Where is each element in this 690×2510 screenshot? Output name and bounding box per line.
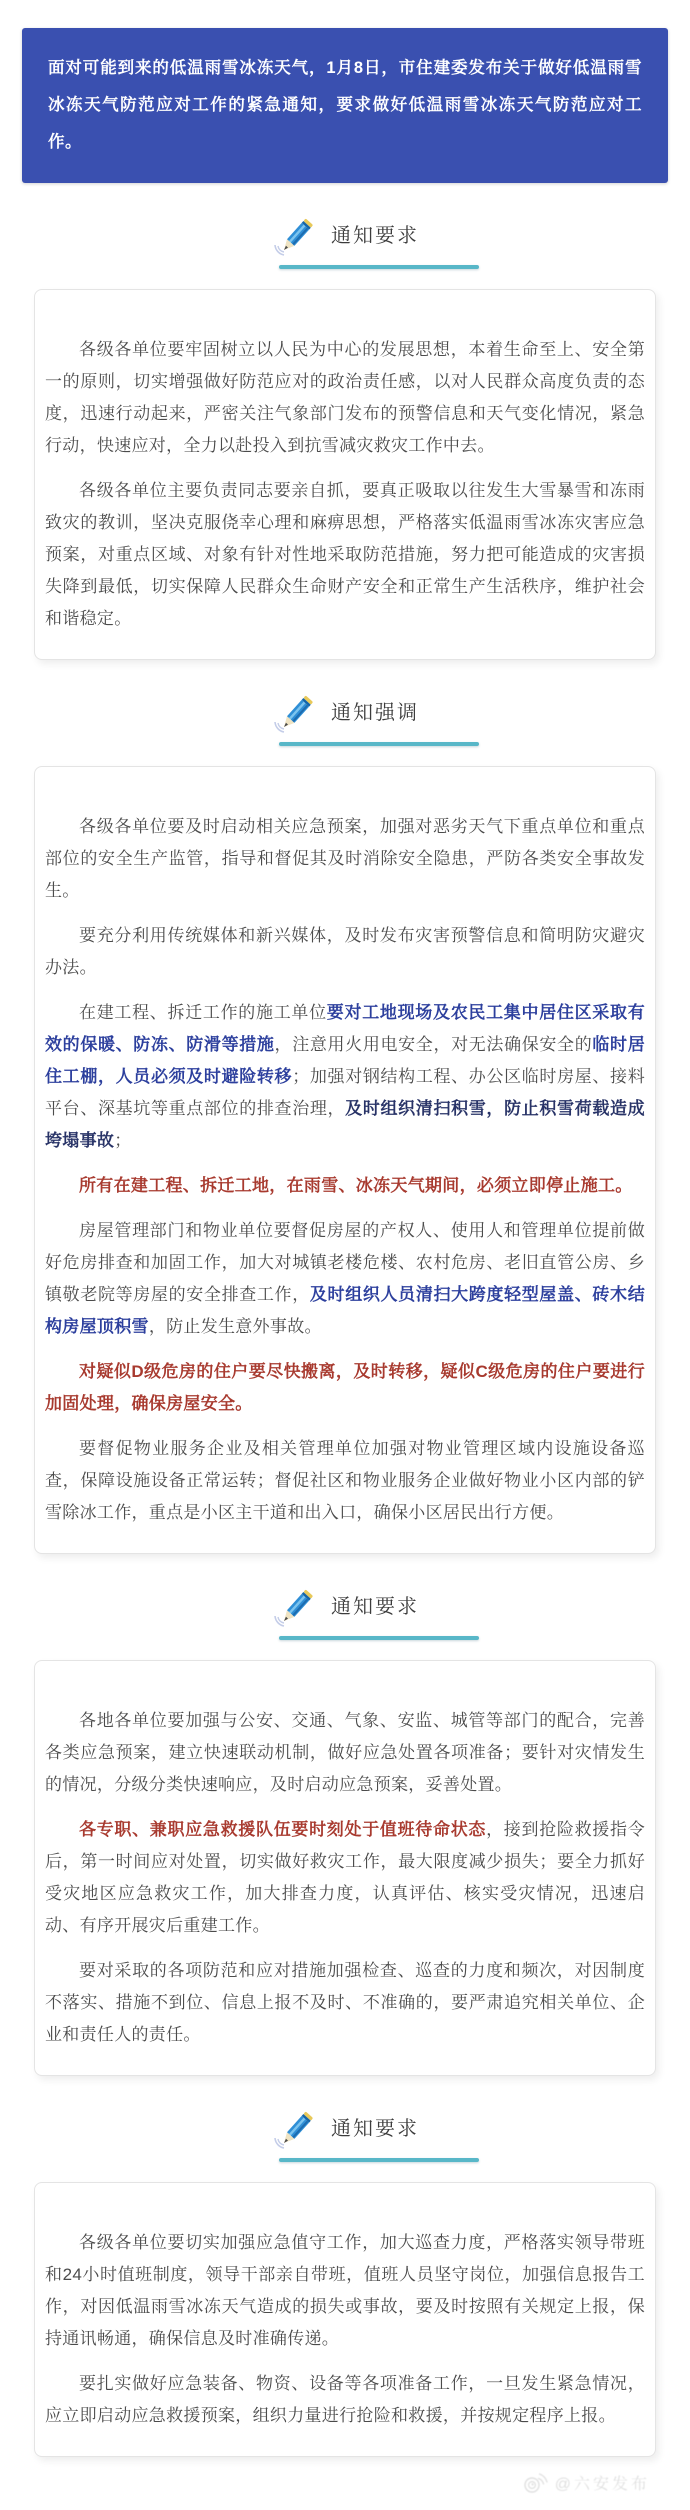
watermark-text: @六安发布: [554, 2476, 650, 2493]
paragraph: [45, 1433, 645, 1529]
text-run: 临时居住工棚，人员必须及时避险转移: [45, 1035, 645, 1086]
text-run: 要对采取的各项防范和应对措施加强检查、巡查的力度和频次，对因制度不落实、措施不到位、信息上报不及时、不准确的，要严肃追究相关单位、企业和责任人的责任。: [45, 1961, 645, 2044]
text-run: 在建工程、拆迁工作的施工单位: [79, 1003, 327, 1022]
text-run: ；: [114, 1131, 132, 1150]
text-run: 及时组织清扫积雪，防止积雪荷载造成垮塌事故: [45, 1099, 645, 1150]
text-run: 所有在建工程、拆迁工地，在雨雪、冰冻天气期间，必须立即停止施工。: [79, 1176, 633, 1195]
text-run: 要督促物业服务企业及相关管理单位加强对物业管理区域内设施设备巡查，保障设施设备正常运转；督促社区和物业服务企业做好物业小区内部的铲雪除冰工作，重点是小区主干道和出入口，确保小区居民出行方便。: [45, 1439, 645, 1522]
section-header-inner: [269, 205, 421, 271]
section-header-inner: [269, 1576, 421, 1642]
text-run: 要扎实做好应急装备、物资、设备等各项准备工作，一旦发生紧急情况，应立即启动应急救援预案，组织力量进行抢险和救援，并按规定程序上报。: [45, 2374, 645, 2425]
paragraph: [45, 811, 645, 907]
text-run: ，接到抢险救援指令后，第一时间应对处置，切实做好救灾工作，最大限度减少损失；要全力抓好受灾地区应急救灾工作，加大排查力度，认真评估、核实受灾情况，迅速启动、有序开展灾后重建工作。: [45, 1820, 645, 1935]
text-run: 各级各单位要牢固树立以人民为中心的发展思想，本着生命至上、安全第一的原则，切实增强做好防范应对的政治责任感，以对人民群众高度负责的态度，迅速行动起来，严密关注气象部门发布的预警信息和天气变化情况，紧急行动，快速应对，全力以赴投入到抗雪减灾救灾工作中去。: [45, 340, 645, 455]
paragraph: [45, 1215, 645, 1343]
pencil-icon: [271, 686, 317, 734]
text-run: 及时组织人员清扫大跨度轻型屋盖、砖木结构房屋顶积雪: [45, 1285, 646, 1336]
notice-card: [34, 289, 656, 660]
text-run: 各级各单位主要负责同志要亲自抓，要真正吸取以往发生大雪暴雪和冻雨致灾的教训，坚决克服侥幸心理和麻痹思想，严格落实低温雨雪冰冻灾害应急预案，对重点区域、对象有针对性地采取防范措施，努力把可能造成的灾害损失降到最低，切实保障人民群众生命财产安全和正常生产生活秩序，维护社会和谐稳定。: [45, 481, 645, 628]
notice-card: [34, 1660, 656, 2076]
watermark: [0, 2471, 650, 2494]
text-run: 各级各单位要切实加强应急值守工作，加大巡查力度，严格落实领导带班和24小时值班制度，领导干部亲自带班，值班人员坚守岗位，加强信息报告工作，对因低温雨雪冰冻天气造成的损失或事故，要及时按照有关规定上报，保持通讯畅通，确保信息及时准确传递。: [45, 2233, 645, 2348]
notice-card: [34, 766, 656, 1554]
text-run: ；加强对钢结构工程、办公区临时房屋、接料平台、深基坑等重点部位的排查治理，: [45, 1067, 646, 1118]
paragraph: [45, 997, 645, 1157]
paragraph: [45, 1814, 645, 1942]
text-run: ，注意用火用电安全，对无法确保安全的: [274, 1035, 593, 1054]
text-run: 房屋管理部门和物业单位要督促房屋的产权人、使用人和管理单位提前做好危房排查和加固工作，加大对城镇老楼危楼、农村危房、老旧直管公房、乡镇敬老院等房屋的安全排查工作，: [45, 1221, 645, 1304]
paragraph: [45, 1170, 645, 1202]
paragraph: [45, 334, 645, 462]
intro-banner: [22, 28, 668, 183]
section-header-inner: [269, 682, 421, 748]
text-run: 要对工地现场及农民工集中居住区采取有效的保暖、防冻、防滑等措施: [45, 1003, 645, 1054]
text-run: 各地各单位要加强与公安、交通、气象、安监、城管等部门的配合，完善各类应急预案，建立快速联动机制，做好应急处置各项准备；要针对灾情发生的情况，分级分类快速响应，及时启动应急预案，妥善处置。: [45, 1711, 645, 1794]
text-run: 各级各单位要及时启动相关应急预案，加强对恶劣天气下重点单位和重点部位的安全生产监管，指导和督促其及时消除安全隐患，严防各类安全事故发生。: [45, 817, 645, 900]
intro-text: 面对可能到来的低温雨雪冰冻天气，1月8日，市住建委发布关于做好低温雨雪冰冻天气防范应对工作的紧急通知，要求做好低温雨雪冰冻天气防范应对工作。: [48, 59, 642, 151]
paragraph: [45, 2368, 645, 2432]
section-title: 通知强调: [331, 701, 419, 724]
text-run: 对疑似D级危房的住户要尽快搬离，及时转移，疑似C级危房的住户要进行加固处理，确保房屋安全。: [45, 1362, 645, 1413]
section-header: [0, 682, 690, 748]
article-page: [0, 28, 690, 2494]
section-underline: [279, 1636, 479, 1640]
section-header: [0, 205, 690, 271]
pencil-icon: [271, 209, 317, 257]
paragraph: [45, 920, 645, 984]
section-header: [0, 2098, 690, 2164]
section-underline: [279, 742, 479, 746]
text-run: ，防止发生意外事故。: [148, 1317, 322, 1336]
text-run: 各专职、兼职应急救援队伍要时刻处于值班待命状态: [79, 1820, 487, 1839]
paragraph: [45, 475, 645, 635]
section-title: 通知要求: [331, 224, 419, 247]
weibo-icon: [522, 2472, 548, 2494]
paragraph: [45, 1705, 645, 1801]
paragraph: [45, 2227, 645, 2355]
section-title: 通知要求: [331, 1595, 419, 1618]
sections-container: [0, 205, 690, 2457]
paragraph: [45, 1955, 645, 2051]
section-header-inner: [269, 2098, 421, 2164]
section-underline: [279, 265, 479, 269]
text-run: 要充分利用传统媒体和新兴媒体，及时发布灾害预警信息和简明防灾避灾办法。: [45, 926, 645, 977]
section-title: 通知要求: [331, 2117, 419, 2140]
section-header: [0, 1576, 690, 1642]
pencil-icon: [271, 2102, 317, 2150]
section-underline: [279, 2158, 479, 2162]
pencil-icon: [271, 1580, 317, 1628]
paragraph: [45, 1356, 645, 1420]
notice-card: [34, 2182, 656, 2457]
